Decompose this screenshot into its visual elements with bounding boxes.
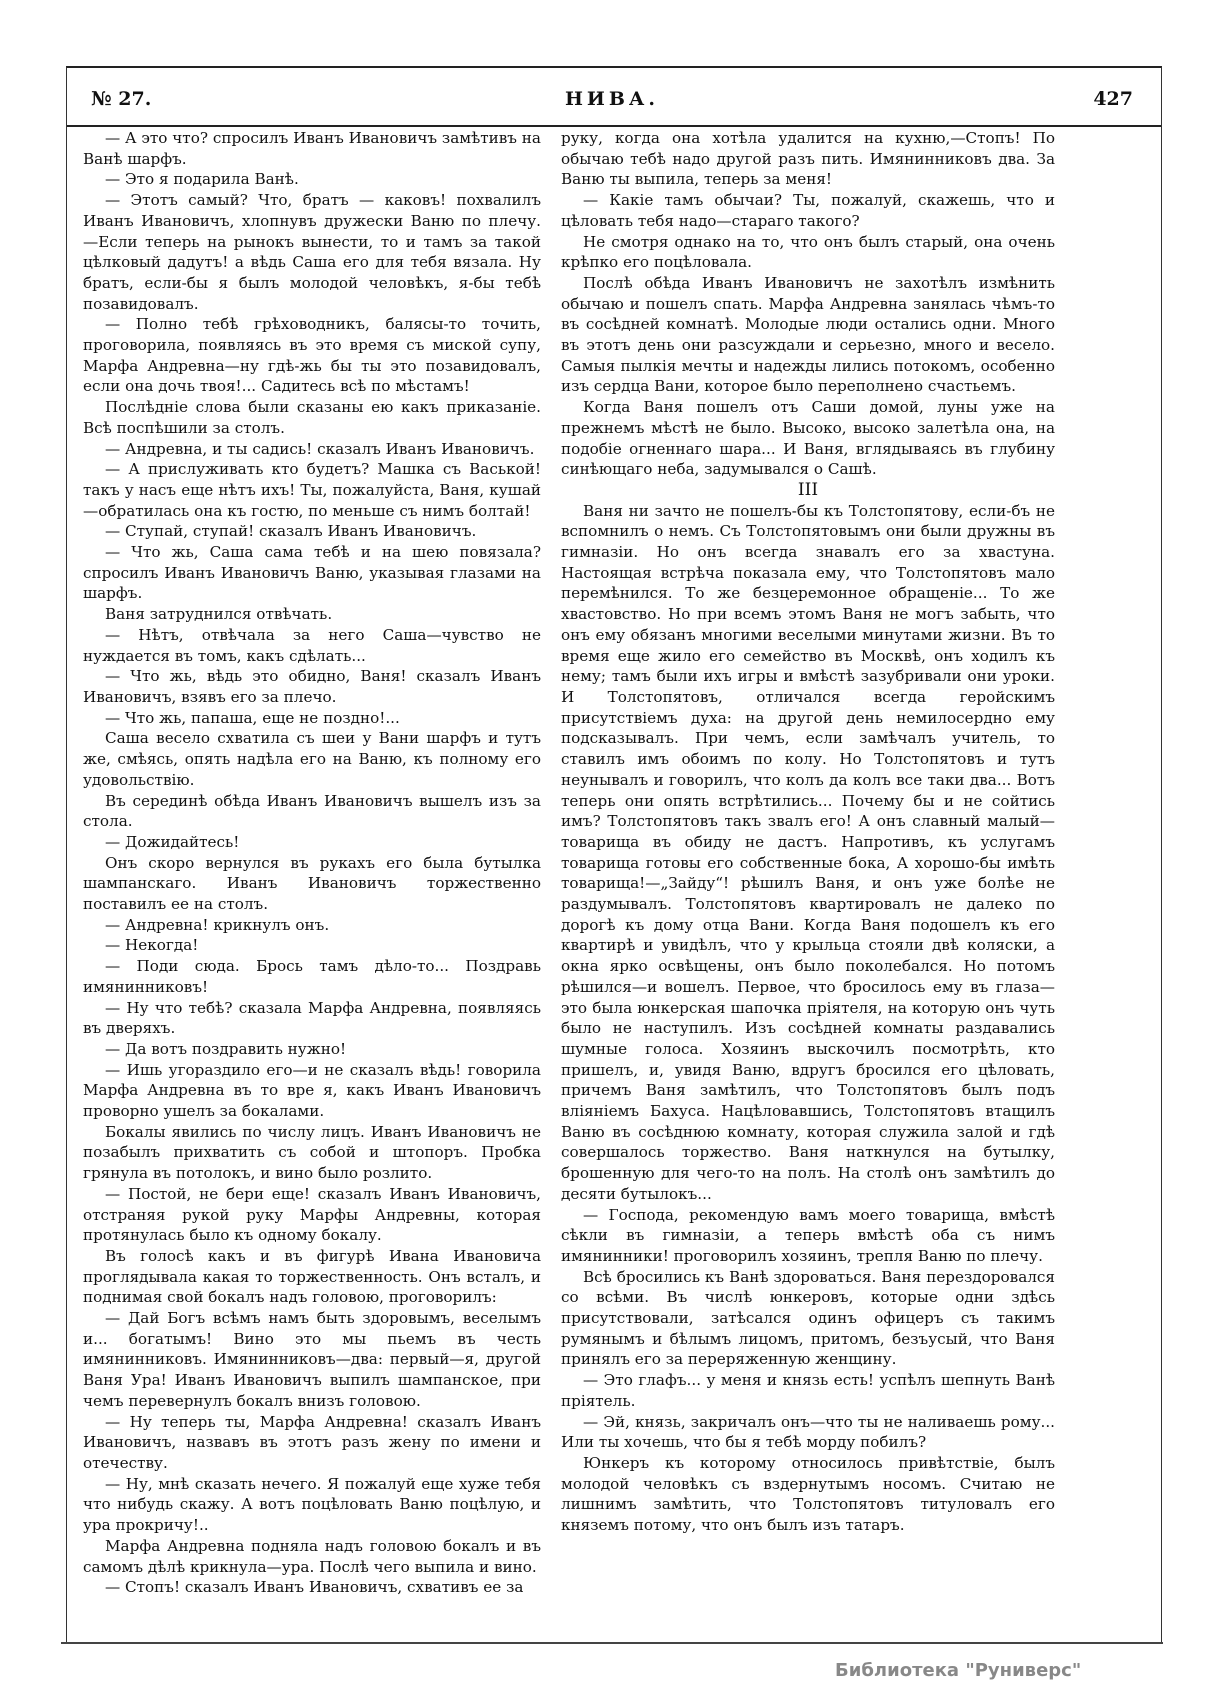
paragraph: Ваня ни зачто не пошелъ-бы къ Толстопятову, если-бъ не вспомнилъ о немъ. Съ Толстопятовымъ они были дружны въ гимназіи. Но онъ всегда знавалъ его за хвастуна. Настоящая встрѣча показала ему, что Толстопятовъ мало перемѣнился. То же безцеремонное обращеніе... То же хвастовство. Но при всемъ этомъ Ваня не могъ забыть, что онъ ему обязанъ многими веселыми минутами жизни. Въ то время еще жило его семейство въ Москвѣ, онъ ходилъ къ нему; тамъ были ихъ игры и вмѣстѣ зазубривали они уроки. И Толстопятовъ, отличался всегда геройскимъ присутствіемъ духа: на другой день немилосердно ему подсказывалъ. При чемъ, если замѣчалъ учитель, то ставилъ имъ обоимъ по колу. Но Толстопятовъ и тутъ неунывалъ и говорилъ, что колъ да колъ все таки два... Вотъ теперь они опять встрѣтились... Почему бы и не сойтись имъ? Толстопятовъ такъ звалъ его! А онъ славный малый—товарища въ обиду не дастъ. Напротивъ, къ услугамъ товарища готовы его собственные бока, А хорошо-бы имѣть товарища!—„Зайду“! рѣшилъ Ваня, и онъ уже болѣе не раздумывалъ. Толстопятовъ квартировалъ не далеко по дорогѣ къ дому отца Вани. Когда Ваня подошелъ къ его квартирѣ и увидѣлъ, что у крыльца стояли двѣ коляски, а окна ярко освѣщены, онъ было поколебался. Но потомъ рѣшился—и вошелъ. Первое, что бросилось ему въ глаза—это была юнкерская шапочка пріятеля, на которую онъ чуть было не наступилъ. Изъ сосѣдней комнаты раздавались шумные голоса. Хозяинъ выскочилъ посмотрѣть, кто пришелъ, и, увидя Ваню, вдругъ бросился его цѣловать, причемъ Ваня замѣтилъ, что Толстопятовъ былъ подъ вліяніемъ Бахуса. Нацѣловавшись, Толстопятовъ втащилъ Ваню въ сосѣднюю комнату, которая служила залой и гдѣ совершалось торжество. Ваня наткнулся на бутылку, брошенную для чего-то на полъ. На столѣ онъ замѣтилъ до десяти бутылокъ... [561,501,1055,1203]
paragraph: Послѣдніе слова были сказаны ею какъ приказаніе. Всѣ поспѣшили за столъ. [83,398,541,437]
paragraph: Юнкеръ къ которому относилось привѣтствіе, былъ молодой человѣкъ съ вздернутымъ носомъ. Считаю не лишнимъ замѣтить, что Толстопятовъ титуловалъ его княземъ потому, что онъ былъ изъ татаръ. [561,1454,1055,1535]
paragraph: руку, когда она хотѣла удалится на кухню,—Стопъ! По обычаю тебѣ надо другой разъ пить. Имянинниковъ два. За Ваню ты выпила, теперь за меня! [561,129,1055,189]
paragraph: — Нѣтъ, отвѣчала за него Саша—чувство не нуждается въ томъ, какъ сдѣлать... [83,625,541,665]
paragraph: Послѣ обѣда Иванъ Ивановичъ не захотѣлъ измѣнить обычаю и пошелъ спать. Марфа Андревна занялась чѣмъ-то въ сосѣдней комнатѣ. Молодые люди остались одни. Много въ этотъ день они разсуждали и серьезно, много и весело. Самыя пылкія мечты и надежды лились потокомъ, особенно изъ сердца Вани, которое было переполнено счастьемъ. [561,273,1055,396]
header-rule [67,125,1161,127]
paragraph: Онъ скоро вернулся въ рукахъ его была бутылка шампанскаго. Иванъ Ивановичъ торжественно поставилъ ее на столъ. [83,853,541,914]
paragraph: — Да вотъ поздравить нужно! [105,1039,347,1058]
paragraph: — Что жь, вѣдь это обидно, Ваня! сказалъ Иванъ Ивановичъ, взявъ его за плечо. [83,667,541,706]
magazine-page [66,66,1162,1642]
paragraph: — Что жь, Саша сама тебѣ и на шею повязала? спросилъ Иванъ Ивановичъ Ваню, указывая глазами на шарфъ. [83,543,541,603]
chapter-heading: III [797,479,819,500]
paragraph: — Андревна! крикнулъ онъ. [105,915,330,934]
paragraph: — Какіе тамъ обычаи? Ты, пожалуй, скажешь, что и цѣловать тебя надо—стараго такого? [561,191,1055,230]
paragraph: — Дай Богъ всѣмъ намъ быть здоровымъ, веселымъ и... богатымъ! Вино это мы пьемъ въ честь имянинниковъ. Имянинниковъ—два: первый—я, другой Ваня Ура! Иванъ Ивановичъ выпилъ шампанское, при чемъ перевернулъ бокалъ внизъ головою. [83,1309,541,1410]
paragraph: — Полно тебѣ грѣховодникъ, балясы-то точить, проговорила, появляясь въ это время съ миской супу, Марфа Андревна—ну гдѣ-жь бы ты это позавидовалъ, если она дочь твоя!... Садитесь всѣ по мѣстамъ! [83,315,541,396]
paragraph: — Дожидайтесь! [105,832,240,851]
paragraph: — Господа, рекомендую вамъ моего товарища, вмѣстѣ сѣкли въ гимназіи, а теперь вмѣстѣ оба съ нимъ имянинники! проговорилъ хозяинъ, трепля Ваню по плечу. [561,1205,1055,1265]
paragraph: Марфа Андревна подняла надъ головою бокалъ и въ самомъ дѣлѣ крикнула—ура. Послѣ чего выпила и вино. [83,1536,541,1576]
magazine-title: НИВА. [564,88,660,110]
paragraph: — Ну что тебѣ? сказала Марфа Андревна, появляясь въ дверяхъ. [83,998,541,1038]
paragraph: — А это что? спросилъ Иванъ Ивановичъ замѣтивъ на Ванѣ шарфъ. [83,129,541,168]
paragraph: — Некогда! [105,936,199,955]
paragraph: — Эй, князь, закричалъ онъ—что ты не наливаешь рому... Или ты хочешь, что бы я тебѣ морду побилъ? [561,1412,1055,1452]
paragraph: — Что жь, папаша, еще не поздно!... [105,708,400,727]
paragraph: Саша весело схватила съ шеи у Вани шарфъ и тутъ же, смѣясь, опять надѣла его на Ваню, къ полному его удовольствію. [83,729,541,789]
paragraph: Всѣ бросились къ Ванѣ здороваться. Ваня перездоровался со всѣми. Въ числѣ юнкеровъ, которые одни здѣсь присутствовали, затѣсался одинъ офицеръ съ такимъ румянымъ и бѣлымъ лицомъ, притомъ, безъусый, что Ваня принялъ его за переряженную женщину. [561,1267,1055,1369]
paragraph: — Это глафъ... у меня и князь есть! успѣлъ шепнуть Ванѣ пріятель. [561,1371,1055,1410]
page-number: 427 [1093,88,1133,110]
paragraph: — Постой, не бери еще! сказалъ Иванъ Ивановичъ, отстраняя рукой руку Марфы Андревны, которая протянулась было къ одному бокалу. [83,1184,541,1245]
paragraph: — Этотъ самый? Что, братъ — каковъ! похвалилъ Иванъ Ивановичъ, хлопнувъ дружески Ваню по плечу. —Если теперь на рынокъ вынести, то и тамъ за такой цѣлковый дадутъ! а вѣдь Саша его для тебя вязала. Ну братъ, если-бы я былъ молодой человѣкъ, я-бы тебѣ позавидовалъ. [83,191,541,313]
paragraph: — Ступай, ступай! сказалъ Иванъ Ивановичъ. [105,522,477,541]
paragraph: — Поди сюда. Брось тамъ дѣло-то... Поздравь имянинниковъ! [83,957,541,996]
paragraph: Не смотря однако на то, что онъ былъ старый, она очень крѣпко его поцѣловала. [561,232,1055,272]
issue-number: № 27. [91,88,152,110]
page-header [91,88,1133,118]
paragraph: — Это я подарила Ванѣ. [105,170,299,189]
paragraph: Когда Ваня пошелъ отъ Саши домой, луны уже на прежнемъ мѣстѣ не было. Высоко, высоко залетѣла она, на подобіе огненнаго шара... И Ваня, вглядываясь въ глубину синѣющаго неба, задумывался о Сашѣ. [561,398,1055,479]
paragraph: — Ишь угораздило его—и не сказалъ вѣдь! говорила Марфа Андревна въ то вре я, какъ Иванъ Ивановичъ проворно ушелъ за бокалами. [83,1060,541,1121]
paragraph: Въ голосѣ какъ и въ фигурѣ Ивана Ивановича проглядывала какая то торжественность. Онъ всталъ, и поднимая свой бокалъ надъ головою, проговорилъ: [83,1246,541,1307]
paragraph: — Ну, мнѣ сказать нечего. Я пожалуй еще хуже тебя что нибудь скажу. А вотъ поцѣловать Ваню поцѣлую, и ура прокричу!.. [83,1474,541,1535]
paragraph: — А прислуживать кто будетъ? Машка съ Васькой! такъ у насъ еще нѣтъ ихъ! Ты, пожалуйста, Ваня, кушай—обратилась она къ гостю, по меньше съ нимъ болтай! [83,460,541,520]
paragraph: — Андревна, и ты садись! сказалъ Иванъ Ивановичъ. [105,439,535,458]
paragraph: Ваня затруднился отвѣчать. [105,605,333,624]
paragraph: — Ну теперь ты, Марфа Андревна! сказалъ Иванъ Ивановичъ, назвавъ въ этотъ разъ жену по имени и отечеству. [83,1412,541,1472]
left-column [83,128,541,1598]
paragraph: Въ серединѣ обѣда Иванъ Ивановичъ вышелъ изъ за стола. [83,791,541,831]
right-column [561,128,1055,1536]
paragraph: — Стопъ! сказалъ Иванъ Ивановичъ, схвативъ ее за [105,1578,524,1597]
paragraph: Бокалы явились по числу лицъ. Иванъ Ивановичъ не позабылъ прихватить съ собой и штопоръ. Пробка грянула въ потолокъ, и вино было розлито. [83,1122,541,1183]
footer-rule [61,1642,1163,1644]
library-watermark: Библиотека "Руниверс" [835,1660,1082,1681]
